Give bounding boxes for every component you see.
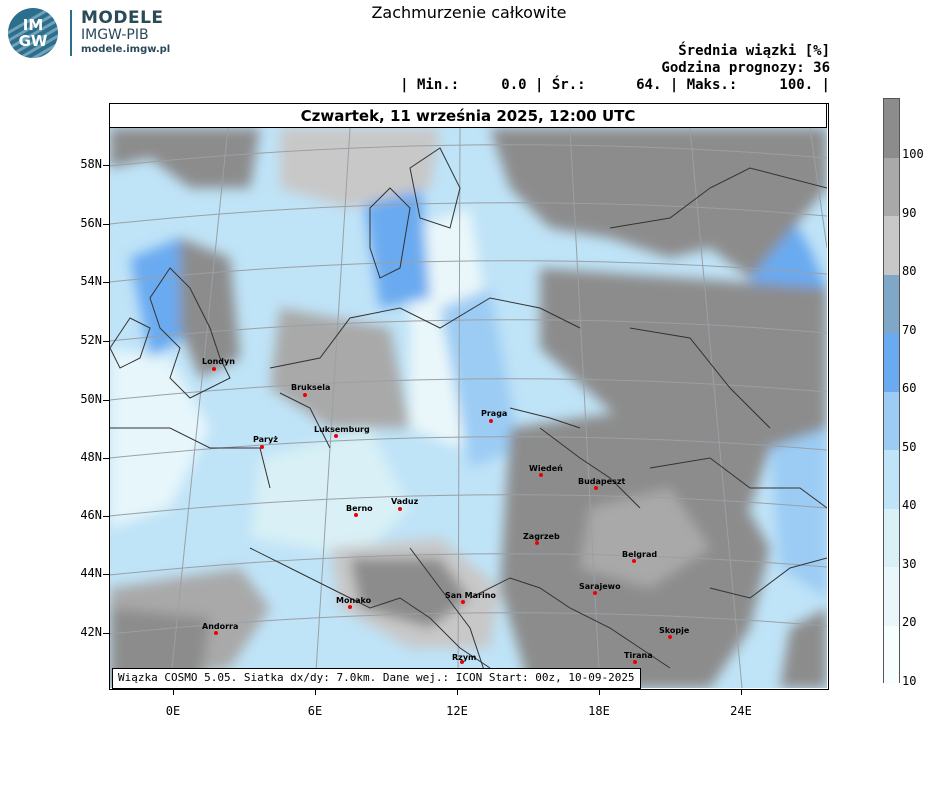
city-dot [354,513,358,517]
lat-label: 54N [80,274,102,288]
city-dot [668,635,672,639]
lat-tick [103,165,109,166]
city-dot [334,434,338,438]
city-label: Praga [481,409,508,418]
model-credit: Wiązka COSMO 5.05. Siatka dx/dy: 7.0km. Dane wej.: ICON Start: 00z, 10-09-2025 [112,668,641,689]
colorbar-segment [884,216,899,275]
colorbar-segment [884,626,899,685]
colorbar-label: 90 [902,206,917,220]
city-label: Zagrzeb [523,532,560,541]
lat-label: 58N [80,157,102,171]
city-dot [535,541,539,545]
lon-tick [741,689,742,695]
lat-tick [103,341,109,342]
lon-label: 24E [730,704,752,718]
header-forecast-hour: Godzina prognozy: 36 [661,60,830,76]
city-dot [214,631,218,635]
city-label: Budapeszt [578,477,626,486]
city-dot [489,419,493,423]
lat-tick [103,400,109,401]
city-dot [632,559,636,563]
city-label: Paryż [253,435,278,444]
city-dot [461,600,465,604]
lon-label: 0E [165,704,181,718]
lon-tick [315,689,316,695]
city-label: Londyn [202,357,235,366]
lat-tick [103,633,109,634]
colorbar-segment [884,333,899,392]
lon-tick [457,689,458,695]
city-dot [260,445,264,449]
city-label: Andorra [202,622,239,631]
lat-tick [103,516,109,517]
colorbar-label: 30 [902,557,917,571]
lat-tick [103,224,109,225]
colorbar-segment [884,450,899,509]
colorbar-label: 80 [902,264,917,278]
lon-label: 18E [588,704,610,718]
city-label: Skopje [659,626,690,635]
city-dot [539,473,543,477]
lat-label: 42N [80,625,102,639]
brand-name: MODELE [81,8,164,28]
colorbar-segment [884,567,899,626]
colorbar-segment [884,99,899,158]
logo-mark: IM GW [18,16,48,50]
lat-label: 44N [80,566,102,580]
lat-label: 56N [80,216,102,230]
colorbar-label: 50 [902,440,917,454]
cloud-cover-map [110,128,827,688]
colorbar-segment [884,275,899,334]
city-dot [593,591,597,595]
city-dot [594,486,598,490]
header-stats: | Min.: 0.0 | Śr.: 64. | Maks.: 100. | [400,77,830,93]
lat-tick [103,458,109,459]
city-dot [348,605,352,609]
city-label: Vaduz [391,497,419,506]
map-svg [110,128,827,688]
city-label: Berno [346,504,373,513]
city-dot [633,660,637,664]
lat-tick [103,282,109,283]
colorbar-label: 100 [902,147,924,161]
lat-label: 46N [80,508,102,522]
lon-label: 12E [446,704,468,718]
city-label: Tirana [624,651,653,660]
city-dot [212,367,216,371]
colorbar-segment [884,509,899,568]
city-dot [303,393,307,397]
colorbar-label: 40 [902,498,917,512]
colorbar-label: 20 [902,615,917,629]
colorbar-legend [883,98,900,683]
lat-tick [103,574,109,575]
colorbar-label: 70 [902,323,917,337]
city-label: San Marino [445,591,496,600]
lat-label: 50N [80,392,102,406]
city-label: Sarajewo [579,582,621,591]
chart-title: Zachmurzenie całkowite [371,3,567,22]
city-label: Monako [336,596,372,605]
city-label: Bruksela [291,383,331,392]
date-banner: Czwartek, 11 września 2025, 12:00 UTC [109,103,827,128]
city-dot [398,507,402,511]
lon-tick [173,689,174,695]
city-label: Belgrad [622,550,658,559]
colorbar-label: 60 [902,381,917,395]
brand-url: modele.imgw.pl [81,44,171,55]
header-variable: Średnia wiązki [%] [678,43,830,59]
colorbar-label: 10 [902,674,917,688]
brand-subtitle: IMGW-PIB [81,27,149,43]
colorbar-segment [884,158,899,217]
city-label: Rzym [452,653,477,662]
lon-tick [599,689,600,695]
city-label: Wiedeń [529,464,563,473]
city-label: Luksemburg [314,425,370,434]
colorbar-segment [884,392,899,451]
lat-label: 48N [80,450,102,464]
lat-label: 52N [80,333,102,347]
lon-label: 6E [307,704,323,718]
